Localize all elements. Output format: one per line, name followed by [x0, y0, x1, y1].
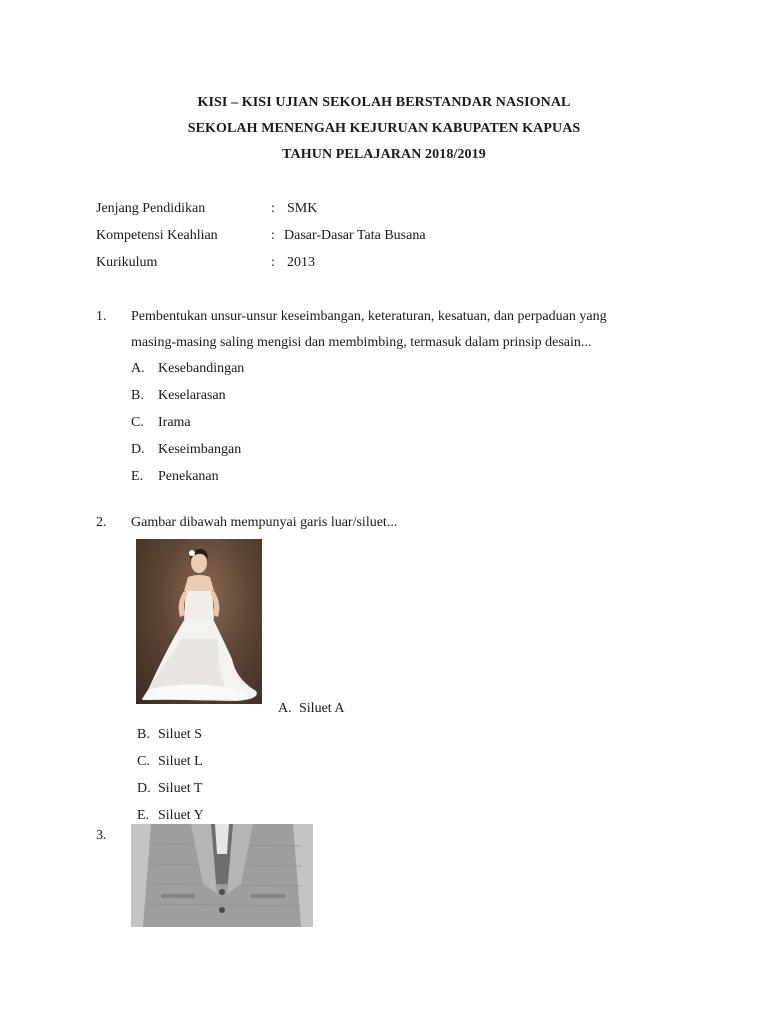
wedding-dress-photo: [136, 539, 262, 704]
option-text: Siluet A: [299, 701, 345, 716]
option-letter: B.: [137, 727, 150, 742]
info-sep: :: [271, 228, 275, 243]
info-label-jenjang: Jenjang Pendidikan: [96, 201, 206, 216]
option-text: Siluet S: [158, 727, 202, 742]
question-number: 1.: [96, 309, 107, 324]
doc-title-line2: SEKOLAH MENENGAH KEJURUAN KABUPATEN KAPUAS: [187, 121, 581, 136]
option-text: Irama: [158, 415, 191, 430]
option-text: Siluet L: [158, 754, 203, 769]
option-text: Keseimbangan: [158, 442, 242, 457]
option-letter: E.: [131, 469, 144, 484]
question-text: Gambar dibawah mempunyai garis luar/siluet...: [131, 515, 398, 530]
option-letter: C.: [131, 415, 144, 430]
option-letter: B.: [131, 388, 144, 403]
info-value-kurikulum: 2013: [287, 255, 315, 270]
option-letter: E.: [137, 808, 150, 823]
option-letter: D.: [137, 781, 151, 796]
question-number: 3.: [96, 828, 107, 843]
option-text: Siluet Y: [158, 808, 204, 823]
question-text: masing-masing saling mengisi dan membimbing, termasuk dalam prinsip desain...: [131, 335, 592, 350]
info-value-kompetensi: Dasar-Dasar Tata Busana: [284, 228, 426, 243]
option-text: Keselarasan: [158, 388, 226, 403]
question-number: 2.: [96, 515, 107, 530]
info-value-jenjang: SMK: [287, 201, 318, 216]
option-text: Siluet T: [158, 781, 203, 796]
grey-cardigan-photo: [131, 824, 313, 927]
info-label-kurikulum: Kurikulum: [96, 255, 158, 270]
info-label-kompetensi: Kompetensi Keahlian: [96, 228, 218, 243]
option-text: Kesebandingan: [158, 361, 245, 376]
wedding-dress-illustration: [136, 539, 262, 704]
question-text: Pembentukan unsur-unsur keseimbangan, keteraturan, kesatuan, dan perpaduan yang: [131, 309, 607, 324]
option-letter: A.: [278, 701, 292, 716]
doc-title-line3: TAHUN PELAJARAN 2018/2019: [282, 147, 486, 162]
info-sep: :: [271, 201, 275, 216]
option-text: Penekanan: [158, 469, 219, 484]
doc-title-line1: KISI – KISI UJIAN SEKOLAH BERSTANDAR NASIONAL: [197, 95, 571, 110]
cardigan-illustration: [131, 824, 313, 927]
option-letter: A.: [131, 361, 145, 376]
option-letter: C.: [137, 754, 150, 769]
option-letter: D.: [131, 442, 145, 457]
info-sep: :: [271, 255, 275, 270]
